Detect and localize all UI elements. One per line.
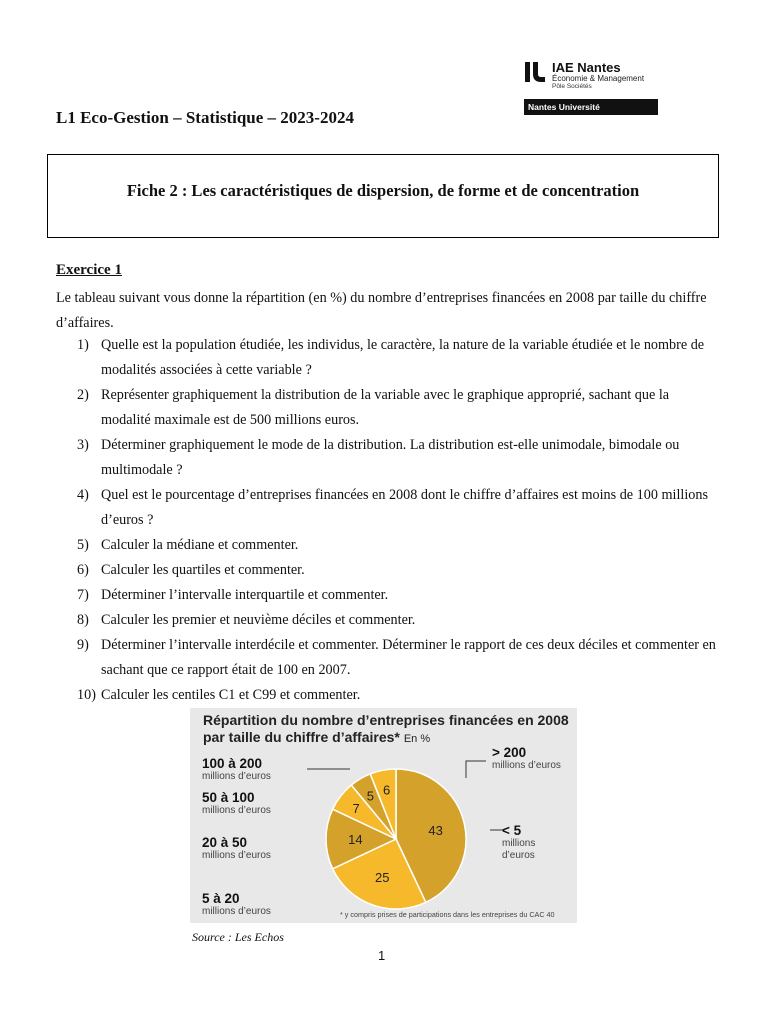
- label-50-100-range: 50 à 100: [202, 790, 255, 805]
- question-text: Déterminer l’intervalle interdécile et commenter. Déterminer le rapport de ces deux déciles et commenter en sachant que ce rapport était de 100 en 2007.: [101, 637, 716, 678]
- label-5-20-range: 5 à 20: [202, 891, 240, 906]
- pie-value-100-200: 5: [366, 788, 374, 804]
- question-item: [56, 558, 716, 583]
- pie-value-50-100: 7: [352, 801, 360, 817]
- exercise-intro: Le tableau suivant vous donne la répartition (en %) du nombre d’entreprises financées en 2008 par taille du chiffre d’affaires.: [56, 290, 707, 331]
- question-number: 10): [77, 687, 96, 703]
- label-over-200-range: > 200: [492, 745, 527, 760]
- question-text: Quel est le pourcentage d’entreprises financées en 2008 dont le chiffre d’affaires est moins de 100 millions d’euros ?: [101, 487, 708, 528]
- logo-university-bar: Nantes Université: [524, 99, 658, 115]
- pie-chart: [190, 708, 577, 923]
- iae-logo-mark-icon: [524, 61, 546, 83]
- question-number: 4): [77, 487, 89, 503]
- question-text: Calculer les centiles C1 et C99 et commenter.: [101, 687, 361, 703]
- label-20-50-unit: millions d’euros: [202, 850, 271, 861]
- chart-unit: En %: [403, 733, 431, 745]
- chart-footnote: * y compris prises de participations dans les entreprises du CAC 40: [340, 910, 555, 919]
- label-50-100-unit: millions d’euros: [202, 805, 271, 816]
- pie-value-under-5: 43: [428, 823, 443, 839]
- label-100-200-unit: millions d’euros: [202, 771, 271, 782]
- question-number: 6): [77, 562, 89, 578]
- pie-value-5-20: 25: [375, 870, 390, 886]
- label-100-200-range: 100 à 200: [202, 756, 263, 771]
- question-item: [56, 583, 716, 608]
- sheet-title-box: [47, 154, 719, 238]
- question-number: 8): [77, 612, 89, 628]
- label-5-20-unit: millions d’euros: [202, 906, 271, 917]
- question-text: Déterminer graphiquement le mode de la distribution. La distribution est-elle unimodale, bimodale ou multimodale ?: [101, 437, 680, 478]
- logo-title: IAE Nantes: [552, 60, 621, 75]
- leader-line-over-200: [466, 761, 486, 778]
- page-number: 1: [378, 948, 386, 963]
- question-list: [56, 333, 716, 708]
- question-text: Calculer la médiane et commenter.: [101, 537, 299, 553]
- chart-title-line-2: par taille du chiffre d’affaires*: [203, 729, 400, 745]
- question-number: 3): [77, 437, 89, 453]
- question-number: 9): [77, 637, 89, 653]
- question-item: [56, 383, 716, 433]
- question-item: [56, 533, 716, 558]
- label-20-50: [202, 835, 271, 862]
- course-title: L1 Eco-Gestion – Statistique – 2023-2024: [56, 108, 354, 127]
- question-item: [56, 433, 716, 483]
- question-number: 7): [77, 587, 89, 603]
- label-5-20: [202, 891, 271, 918]
- question-number: 2): [77, 387, 89, 403]
- question-text: Calculer les premier et neuvième déciles et commenter.: [101, 612, 416, 628]
- label-under-5: [502, 823, 550, 862]
- label-50-100: [202, 790, 271, 817]
- question-text: Quelle est la population étudiée, les individus, le caractère, la nature de la variable étudiée et le nombre de modalités associées à cette variable ?: [101, 337, 705, 378]
- question-number: 1): [77, 337, 89, 353]
- question-item: [56, 608, 716, 633]
- logo-subtitle: Économie & Management: [552, 74, 645, 83]
- question-text: Calculer les quartiles et commenter.: [101, 562, 305, 578]
- question-item: [56, 333, 716, 383]
- label-under-5-range: < 5: [502, 823, 522, 838]
- chart-source: Source : Les Echos: [192, 930, 284, 944]
- label-over-200-unit: millions d’euros: [492, 760, 561, 771]
- question-text: Représenter graphiquement la distribution de la variable avec le graphique approprié, sachant que la modalité maximale est de 500 millions euros.: [101, 387, 670, 428]
- question-item: [56, 683, 716, 708]
- sheet-title: Fiche 2 : Les caractéristiques de dispersion, de forme et de concentration: [126, 181, 640, 200]
- question-item: [56, 633, 716, 683]
- question-number: 5): [77, 537, 89, 553]
- label-over-200: [492, 745, 561, 772]
- pie-value-over-200: 6: [382, 782, 391, 798]
- logo-subtitle-2: Pôle Sociétés: [552, 83, 592, 90]
- label-20-50-range: 20 à 50: [202, 835, 248, 850]
- exercise-title: Exercice 1: [56, 262, 122, 278]
- iae-logo: [524, 61, 658, 115]
- question-item: [56, 483, 716, 533]
- chart-title-line-1: Répartition du nombre d’entreprises financées en 2008: [203, 712, 569, 728]
- label-under-5-unit: millions d’euros: [502, 838, 536, 861]
- pie-value-20-50: 14: [348, 832, 363, 847]
- label-100-200: [202, 756, 271, 783]
- question-text: Déterminer l’intervalle interquartile et commenter.: [101, 587, 389, 603]
